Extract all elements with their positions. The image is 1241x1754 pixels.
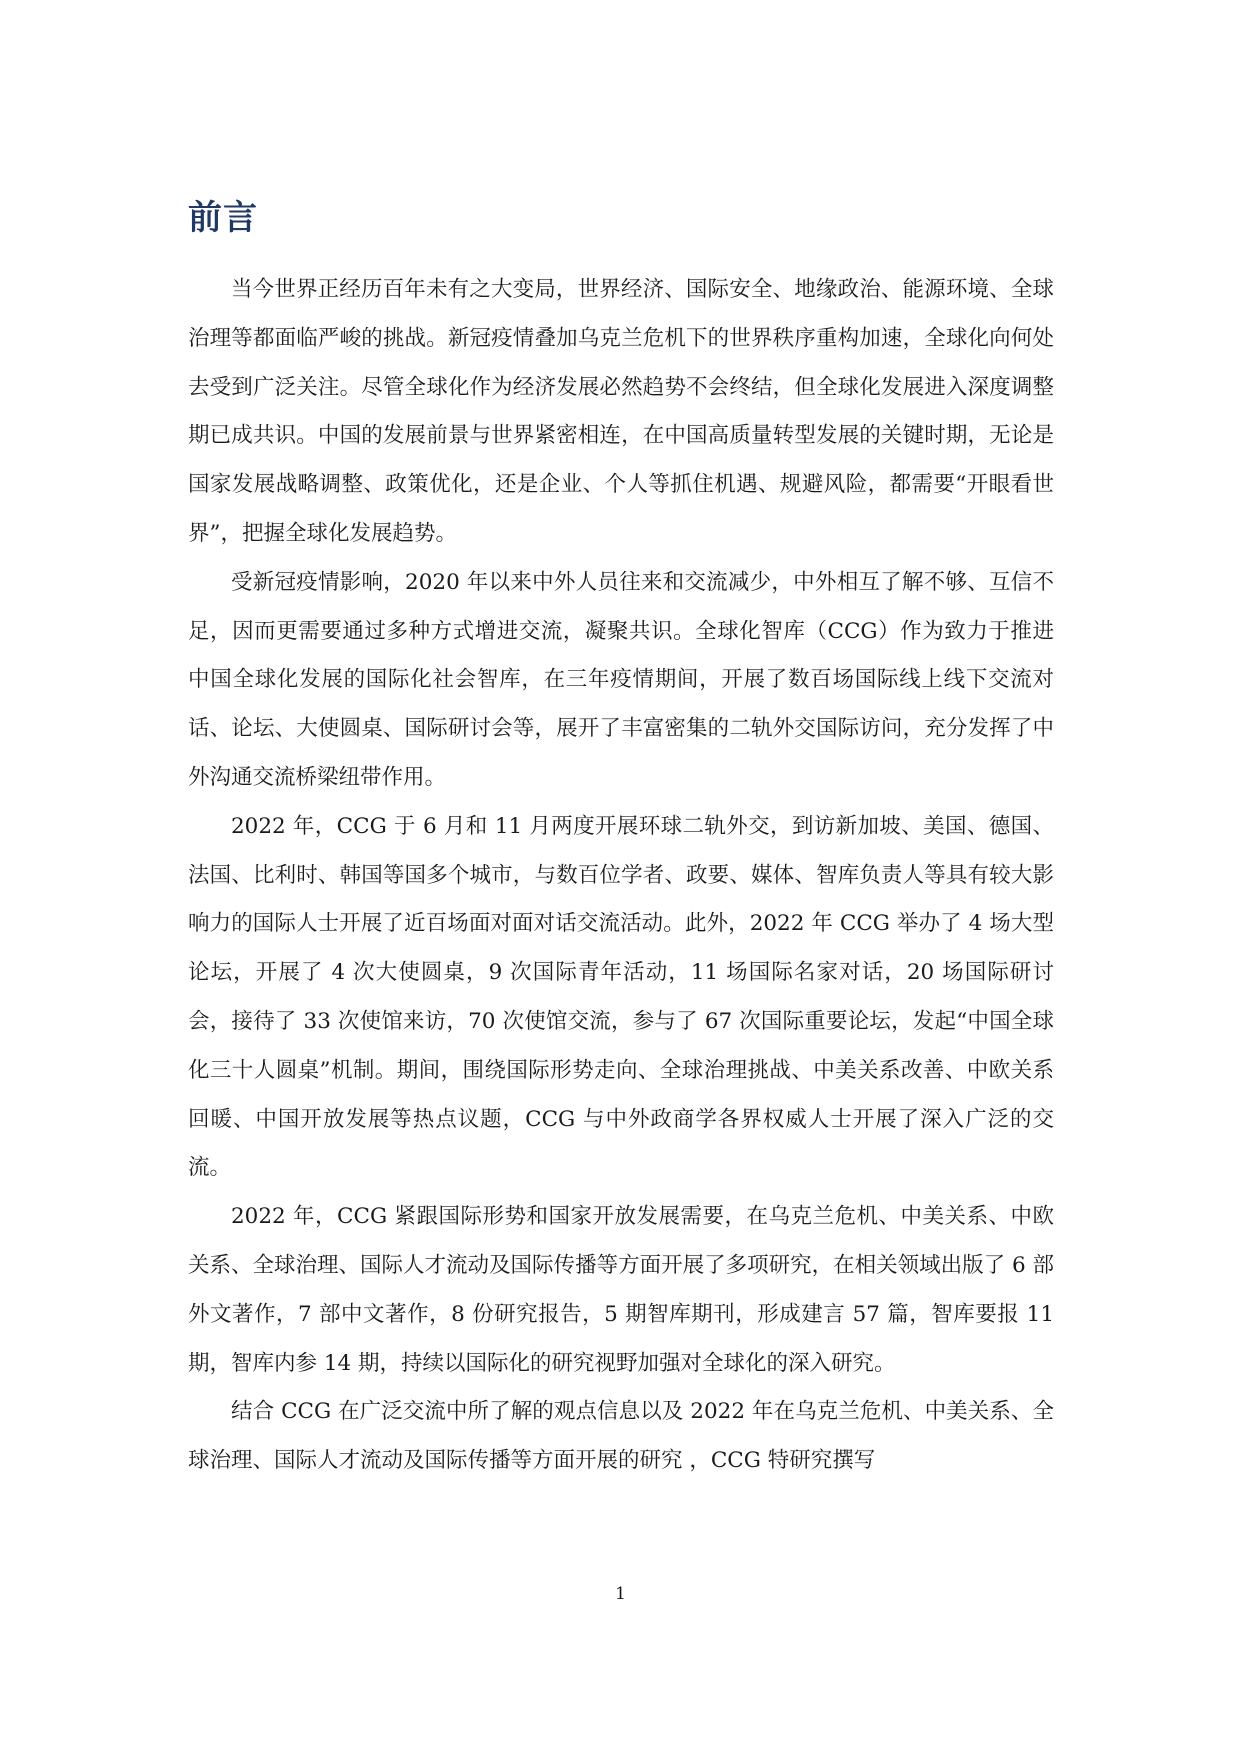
paragraph: 受新冠疫情影响，2020 年以来中外人员往来和交流减少，中外相互了解不够、互信不足，因而更需要通过多种方式增进交流，凝聚共识。全球化智库（CCG）作为致力于推进中国全球化发展的国际化社会智库，在三年疫情期间，开展了数百场国际线上线下交流对话、论坛、大使圆桌、国际研讨会等，展开了丰富密集的二轨外交国际访问，充分发挥了中外沟通交流桥梁纽带作用。 xyxy=(188,569,1054,790)
page-number: 1 xyxy=(615,1584,626,1604)
paragraph: 2022 年，CCG 于 6 月和 11 月两度开展环球二轨外交，到访新加坡、美国、德国、法国、比利时、韩国等国多个城市，与数百位学者、政要、媒体、智库负责人等具有较大影响力的国际人士开展了近百场面对面对话交流活动。此外，2022 年 CCG 举办了 4 场大型论坛，开展了 4 次大使圆桌，9 次国际青年活动，11 场国际名家对话，20 场国际研讨会，接待了 33 次使馆来访，70 次使馆交流，参与了 67 次国际重要论坛，发起“中国全球化三十人圆桌”机制。期间，围绕国际形势走向、全球治理挑战、中美关系改善、中欧关系回暖、中国开放发展等热点议题，CCG 与中外政商学各界权威人士开展了深入广泛的交流。 xyxy=(188,813,1054,1181)
section-heading: 前言 xyxy=(188,198,258,238)
body-text xyxy=(188,266,1054,1486)
paragraph: 2022 年，CCG 紧跟国际形势和国家开放发展需要，在乌克兰危机、中美关系、中欧关系、全球治理、国际人才流动及国际传播等方面开展了多项研究，在相关领域出版了 6 部外文著作，7 部中文著作，8 份研究报告，5 期智库期刊，形成建言 57 篇，智库要报 11 期，智库内参 14 期，持续以国际化的研究视野加强对全球化的深入研究。 xyxy=(188,1204,1054,1376)
paragraph: 当今世界正经历百年未有之大变局，世界经济、国际安全、地缘政治、能源环境、全球治理等都面临严峻的挑战。新冠疫情叠加乌克兰危机下的世界秩序重构加速，全球化向何处去受到广泛关注。尽管全球化作为经济发展必然趋势不会终结，但全球化发展进入深度调整期已成共识。中国的发展前景与世界紧密相连，在中国高质量转型发展的关键时期，无论是国家发展战略调整、政策优化，还是企业、个人等抓住机遇、规避风险，都需要“开眼看世界”，把握全球化发展趋势。 xyxy=(188,277,1054,546)
paragraph: 结合 CCG 在广泛交流中所了解的观点信息以及 2022 年在乌克兰危机、中美关系、全球治理、国际人才流动及国际传播等方面开展的研究 ，CCG 特研究撰写 xyxy=(188,1399,1054,1474)
